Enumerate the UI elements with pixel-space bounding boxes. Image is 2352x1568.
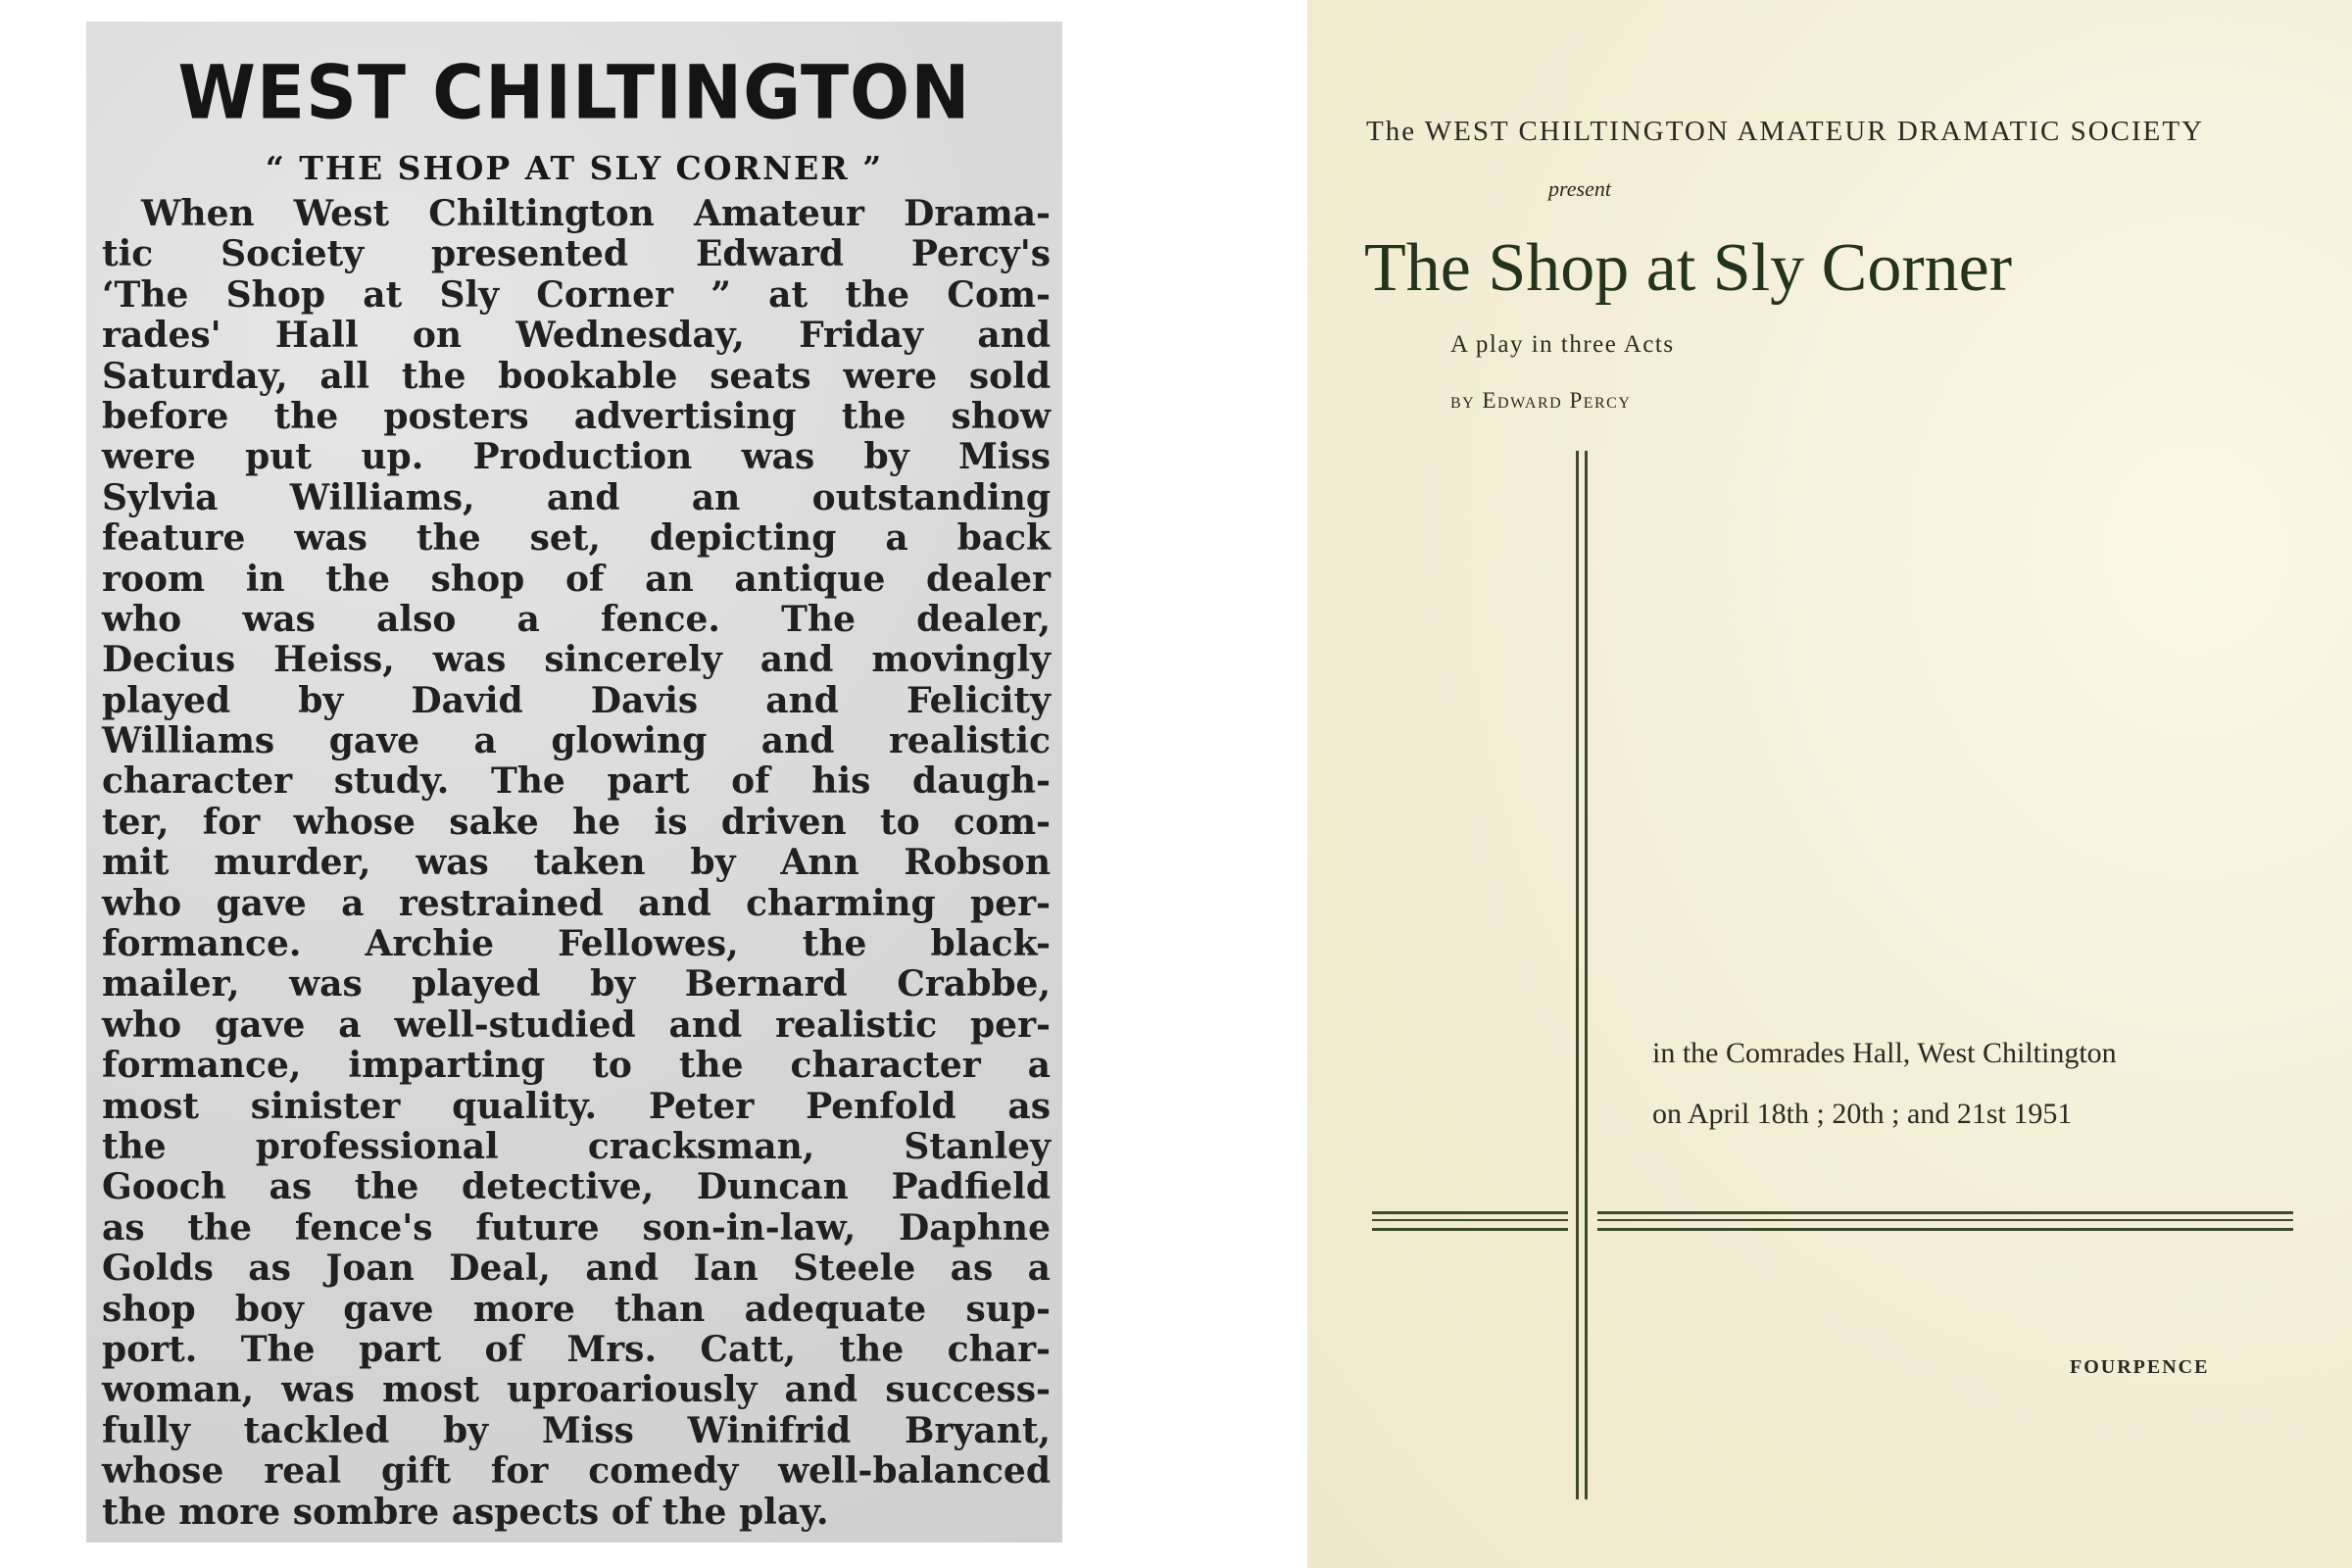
programme-cover xyxy=(1307,0,2352,1568)
newspaper-clipping xyxy=(86,22,1062,1543)
article-line: Golds as Joan Deal, and Ian Steele as a xyxy=(102,1248,1051,1290)
performance-dates: on April 18th ; 20th ; and 21st 1951 xyxy=(1652,1098,2073,1130)
article-line: played by David Davis and Felicity xyxy=(102,679,1051,721)
article-line: port. The part of Mrs. Catt, the char- xyxy=(102,1328,1051,1370)
article-line: shop boy gave more than adequate sup- xyxy=(102,1288,1051,1330)
article-line: When West Chiltington Amateur Drama- xyxy=(141,193,1051,234)
programme-price: FOURPENCE xyxy=(2070,1356,2210,1378)
article-line: tic Society presented Edward Percy's xyxy=(102,233,1051,275)
article-line: who gave a well-studied and realistic per- xyxy=(102,1004,1051,1046)
article-line: who gave a restrained and charming per- xyxy=(102,882,1051,924)
article-line: were put up. Production was by Miss xyxy=(102,436,1051,478)
performance-venue: in the Comrades Hall, West Chiltington xyxy=(1652,1037,2117,1069)
article-line: most sinister quality. Peter Penfold as xyxy=(102,1085,1051,1127)
clipping-headline: WEST CHILTINGTON xyxy=(177,48,971,136)
vertical-double-rule xyxy=(1576,451,1588,1499)
article-line: ‘The Shop at Sly Corner ” at the Com- xyxy=(102,273,1051,316)
present-label: present xyxy=(1548,176,1611,201)
clipping-subhead: “ THE SHOP AT SLY CORNER ” xyxy=(265,149,884,187)
article-line: the professional cracksman, Stanley xyxy=(102,1125,1051,1167)
article-line: rades' Hall on Wednesday, Friday and xyxy=(102,315,1051,357)
play-subtitle: A play in three Acts xyxy=(1450,331,1675,358)
article-line: woman, was most uproariously and success- xyxy=(102,1369,1051,1411)
article-line: whose real gift for comedy well-balanced xyxy=(102,1450,1051,1493)
article-line: before the posters advertising the show xyxy=(102,395,1051,437)
article-line: formance. Archie Fellowes, the black- xyxy=(102,923,1051,965)
article-line: character study. The part of his daugh- xyxy=(102,760,1051,803)
article-line: fully tackled by Miss Winifrid Bryant, xyxy=(102,1409,1051,1451)
article-line: formance, imparting to the character a xyxy=(102,1045,1051,1087)
society-name: The WEST CHILTINGTON AMATEUR DRAMATIC SOCIETY xyxy=(1366,116,2205,147)
article-line: as the fence's future son-in-law, Daphne xyxy=(102,1206,1051,1249)
article-line: Sylvia Williams, and an outstanding xyxy=(102,476,1051,518)
article-line: ter, for whose sake he is driven to com- xyxy=(102,801,1051,843)
article-line: who was also a fence. The dealer, xyxy=(102,598,1051,640)
article-line: Gooch as the detective, Duncan Padfield xyxy=(102,1166,1051,1208)
play-author: by Edward Percy xyxy=(1450,388,1632,413)
horizontal-rule-right xyxy=(1597,1211,2293,1231)
article-line: mailer, was played by Bernard Crabbe, xyxy=(102,963,1051,1005)
article-line: Williams gave a glowing and realistic xyxy=(102,720,1051,762)
article-line: feature was the set, depicting a back xyxy=(102,517,1051,560)
article-line: room in the shop of an antique dealer xyxy=(102,558,1051,600)
article-line: the more sombre aspects of the play. xyxy=(102,1491,829,1533)
clipping-article-body xyxy=(102,194,1051,1533)
play-title: The Shop at Sly Corner xyxy=(1364,230,2013,306)
article-line: Saturday, all the bookable seats were sold xyxy=(102,355,1051,397)
horizontal-rule-left xyxy=(1372,1211,1568,1231)
article-line: mit murder, was taken by Ann Robson xyxy=(102,842,1051,884)
article-line: Decius Heiss, was sincerely and movingly xyxy=(102,639,1051,681)
